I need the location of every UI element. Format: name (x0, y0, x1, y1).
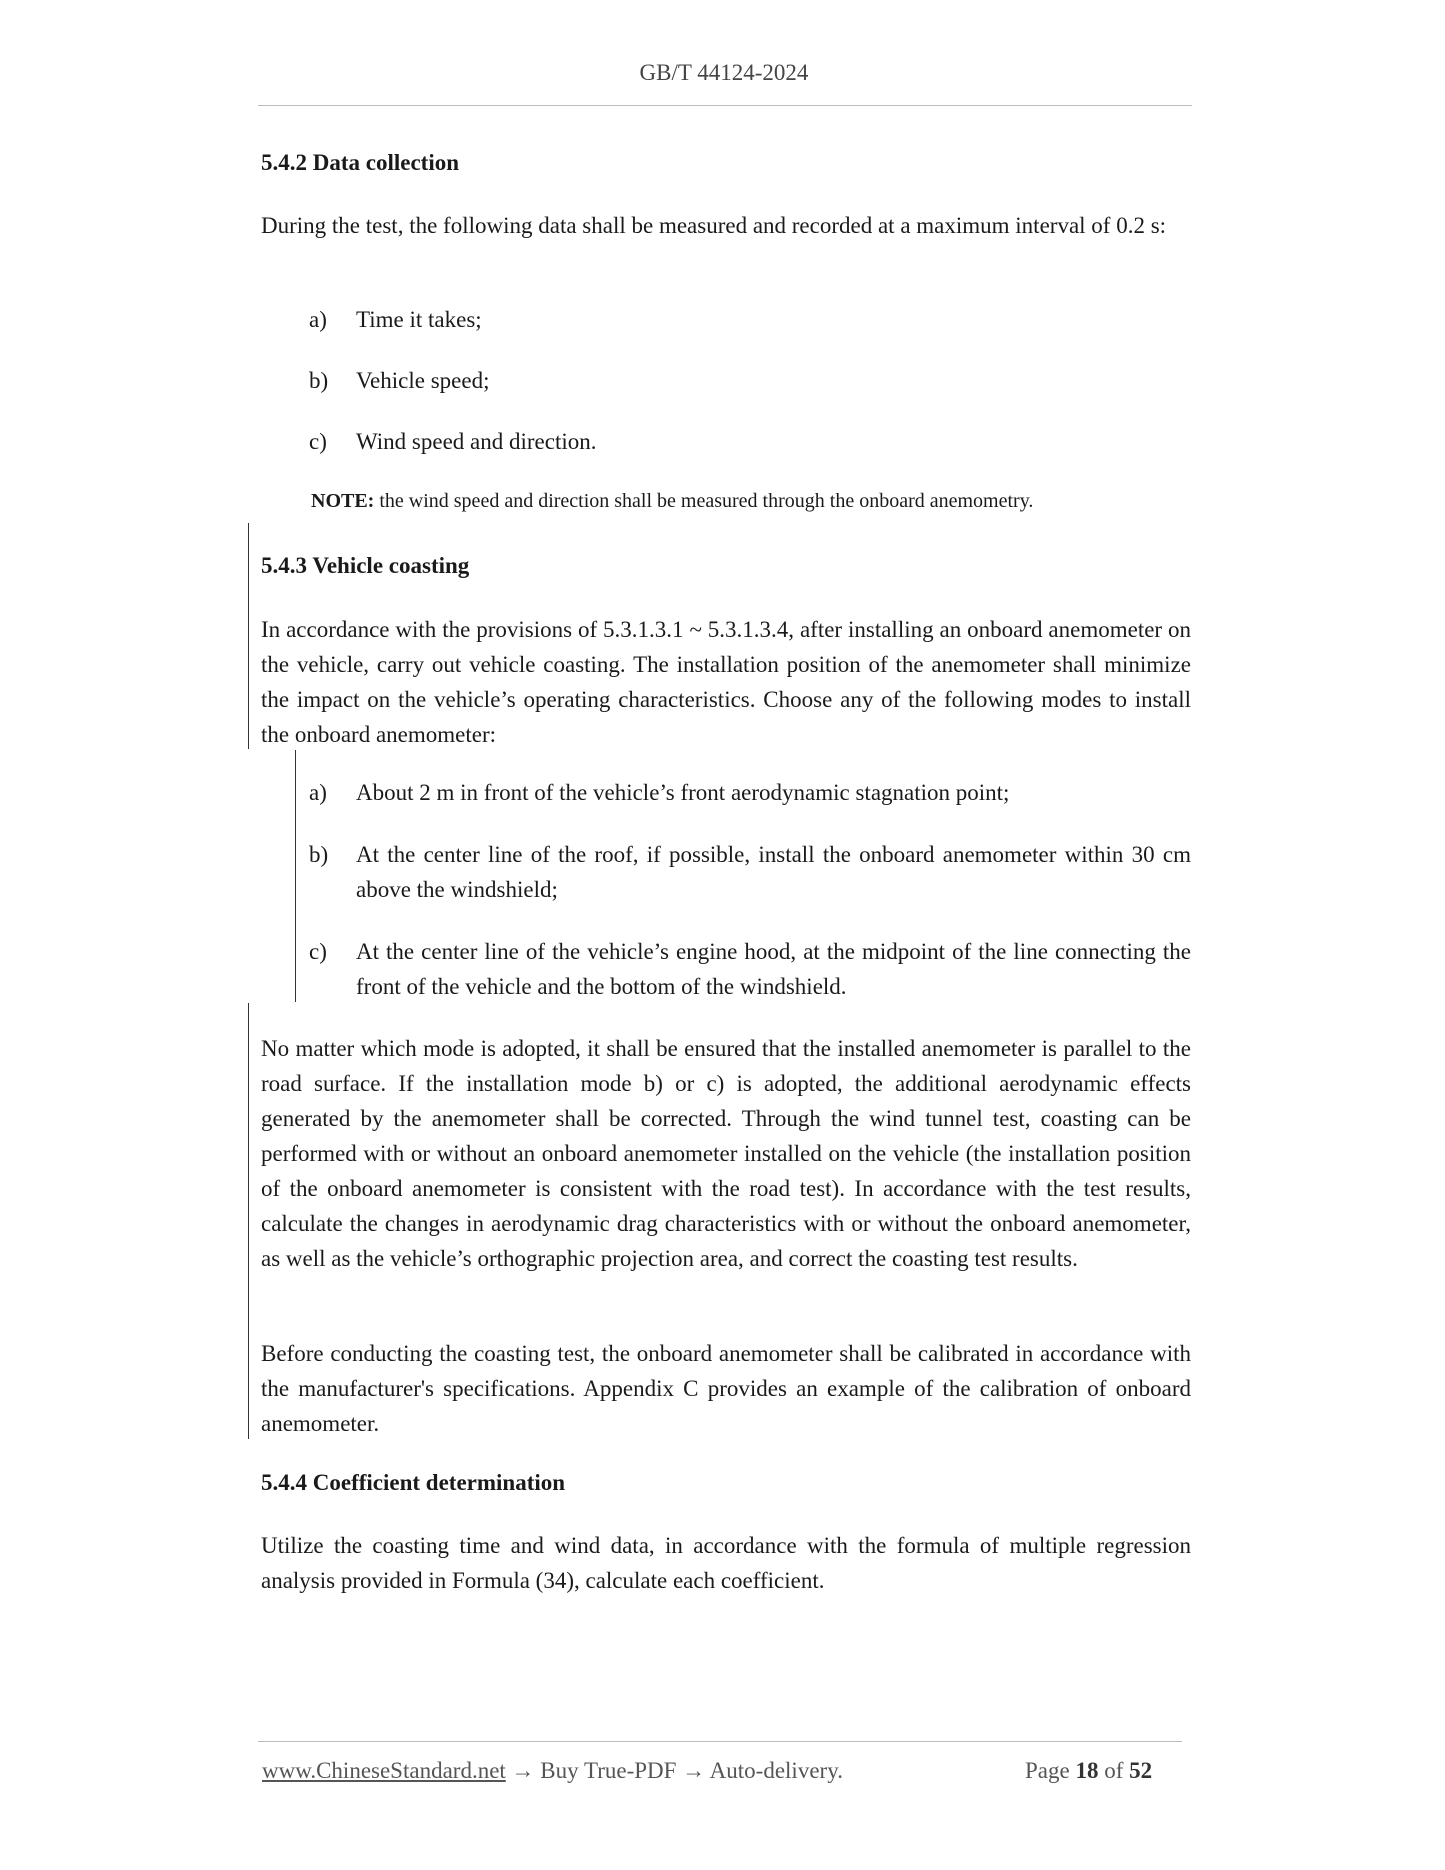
section-5-4-3-paragraph: No matter which mode is adopted, it shall be ensured that the installed anemometer is parallel to the road surface. If the installation mode b) or c) is adopted, the additional aerodynamic effects generated by the anemometer shall be corrected. Through the wind tunnel test, coasting can be performed with or without an onboard anemometer installed on the vehicle (the installation position of the onboard anemometer is consistent with the road test). In accordance with the test results, calculate the changes in aerodynamic drag characteristics with or without the onboard anemometer, as well as the vehicle’s orthographic projection area, and correct the coasting test results. (261, 1036, 1191, 1271)
auto-delivery-text: Auto-delivery. (709, 1758, 843, 1783)
of-word: of (1104, 1758, 1124, 1783)
revision-bar (295, 750, 296, 1002)
list-item-mark: a) (309, 780, 327, 805)
page-indicator (1025, 1758, 1152, 1784)
page-word: Page (1025, 1758, 1070, 1783)
list-item-text: Vehicle speed; (356, 368, 490, 393)
buy-true-pdf-text: Buy True-PDF (540, 1758, 677, 1783)
list-item-text: Time it takes; (356, 307, 482, 332)
footer-promo (262, 1758, 843, 1784)
list-item-mark: c) (309, 429, 327, 454)
note-label: NOTE: (311, 490, 375, 512)
website-link[interactable]: www.ChineseStandard.net (262, 1758, 506, 1783)
section-heading-5-4-2: 5.4.2 Data collection (261, 150, 460, 175)
note-text: the wind speed and direction shall be measured through the onboard anemometry. (374, 490, 1034, 512)
document-code-header: GB/T 44124-2024 (639, 60, 809, 85)
revision-bar (248, 1003, 249, 1439)
arrow-right-icon: → (682, 1758, 706, 1783)
list-item-text: About 2 m in front of the vehicle’s front aerodynamic stagnation point; (356, 780, 1010, 805)
list-item-text: At the center line of the vehicle’s engine hood, at the midpoint of the line connecting the front of the vehicle and the bottom of the windshield. (356, 939, 1191, 999)
note (311, 490, 1033, 513)
list-item-mark: b) (309, 368, 329, 393)
list-item-mark: b) (309, 842, 329, 867)
section-heading-5-4-4: 5.4.4 Coefficient determination (261, 1470, 566, 1495)
header-rule (258, 105, 1192, 106)
list-item-text: Wind speed and direction. (356, 429, 597, 454)
page-number: 18 (1075, 1758, 1099, 1783)
arrow-right-icon: → (511, 1758, 535, 1783)
section-5-4-4-intro: Utilize the coasting time and wind data, in accordance with the formula of multiple regression analysis provided in Formula (34), calculate each coefficient. (261, 1533, 1191, 1593)
list-item-text: At the center line of the roof, if possible, install the onboard anemometer within 30 cm above the windshield; (356, 842, 1191, 902)
list-item-mark: a) (309, 307, 327, 332)
section-5-4-3-paragraph: Before conducting the coasting test, the onboard anemometer shall be calibrated in accordance with the manufacturer's specifications. Appendix C provides an example of the calibration of onboard anemometer. (261, 1341, 1191, 1436)
page-total: 52 (1129, 1758, 1153, 1783)
revision-bar (248, 523, 249, 749)
section-heading-5-4-3: 5.4.3 Vehicle coasting (261, 553, 470, 578)
section-5-4-2-intro: During the test, the following data shall be measured and recorded at a maximum interval of 0.2 s: (261, 213, 1167, 238)
section-5-4-3-intro: In accordance with the provisions of 5.3.1.3.1 ~ 5.3.1.3.4, after installing an onboard anemometer on the vehicle, carry out vehicle coasting. The installation position of the anemometer shall minimize the impact on the vehicle’s operating characteristics. Choose any of the following modes to install the onboard anemometer: (261, 617, 1191, 747)
footer-rule (258, 1741, 1182, 1742)
list-item-mark: c) (309, 939, 327, 964)
